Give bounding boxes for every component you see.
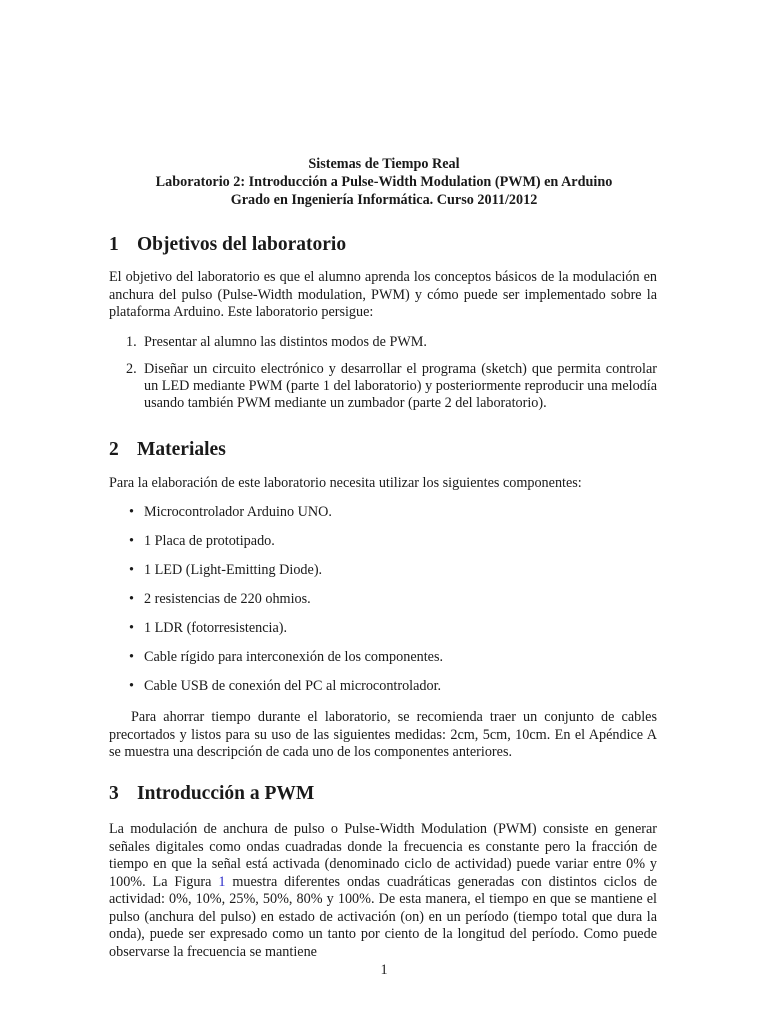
list-item-text: 1 Placa de prototipado. xyxy=(144,533,275,549)
section-number: 2 xyxy=(109,439,119,460)
list-item-text: 1 LED (Light-Emitting Diode). xyxy=(144,562,323,578)
objectives-intro-paragraph: El objetivo del laboratorio es que el alumno aprenda los conceptos básicos de la modulación en anchura del pulso (Pulse-Width modulation, PWM) y cómo puede ser implementado sobre la plataforma Arduino. Este laboratorio persigue: xyxy=(109,269,657,320)
section-number: 3 xyxy=(109,783,119,804)
paragraph-text: muestra diferentes ondas cuadráticas generadas con distintos ciclos de actividad: 0%, 10%, 25%, 50%, 80% y 100%. De esta manera, el tiempo en que se mantiene el pulso (anchura del pulso) en estado de activación (on) en un período (tiempo total que dura la onda), puede ser expresado como un tanto por ciento de la longitud del período. Como puede observarse la frecuencia se mantiene xyxy=(109,873,657,960)
paragraph-text: La modulación de anchura de pulso o Pulse-Width Modulation (PWM) consiste en generar señales digitales como ondas cuadradas donde la frecuencia es constante pero la fracción de tiempo en que la señal está activada (denominado ciclo de actividad) puede variar entre 0% y 100%. La Figura xyxy=(109,821,657,890)
objectives-list xyxy=(109,334,657,412)
lab-title: Laboratorio 2: Introducción a Pulse-Width Modulation (PWM) en Arduino xyxy=(155,174,613,190)
section-number: 1 xyxy=(109,234,119,255)
materials-list xyxy=(109,504,657,707)
materials-intro-paragraph: Para la elaboración de este laboratorio necesita utilizar los siguientes componentes: xyxy=(109,475,582,491)
bullet-icon: • xyxy=(129,620,134,636)
list-item-text: Presentar al alumno las distintos modos de PWM. xyxy=(144,334,427,350)
list-item xyxy=(109,620,657,649)
list-item-number: 2. xyxy=(126,361,137,377)
bullet-icon: • xyxy=(129,591,134,607)
materials-closing-paragraph: Para ahorrar tiempo durante el laboratorio, se recomienda traer un conjunto de cables precortados y listos para su uso de las siguientes medidas: 2cm, 5cm, 10cm. En el Apéndice A se muestra una descripción de cada uno de los componentes anteriores. xyxy=(109,709,657,760)
section-title-text: Objetivos del laboratorio xyxy=(137,234,347,255)
figure-reference-link[interactable]: 1 xyxy=(218,873,226,890)
page-number: 1 xyxy=(380,962,388,978)
section-title-text: Materiales xyxy=(137,439,226,460)
section-heading-objetivos xyxy=(109,233,346,257)
list-item xyxy=(109,533,657,562)
section-heading-materiales xyxy=(109,438,226,462)
document-header xyxy=(109,155,659,209)
list-item xyxy=(109,562,657,591)
bullet-icon: • xyxy=(129,562,134,578)
list-item-text: Cable rígido para interconexión de los componentes. xyxy=(144,649,444,665)
bullet-icon: • xyxy=(129,649,134,665)
list-item-text: Diseñar un circuito electrónico y desarrollar el programa (sketch) que permita controlar un LED mediante PWM (parte 1 del laboratorio) y posteriormente reproducir una melodía usando también PWM mediante un zumbador (parte 2 del laboratorio). xyxy=(144,361,657,411)
list-item-text: 2 resistencias de 220 ohmios. xyxy=(144,591,311,607)
list-item-number: 1. xyxy=(126,334,137,350)
degree-line: Grado en Ingeniería Informática. Curso 2011/2012 xyxy=(230,192,538,208)
list-item xyxy=(109,504,657,533)
course-title: Sistemas de Tiempo Real xyxy=(308,156,460,172)
list-item xyxy=(109,334,657,351)
list-item xyxy=(109,649,657,678)
list-item-text: 1 LDR (fotorresistencia). xyxy=(144,620,288,636)
list-item xyxy=(109,591,657,620)
bullet-icon: • xyxy=(129,504,134,520)
bullet-icon: • xyxy=(129,533,134,549)
section-title-text: Introducción a PWM xyxy=(137,783,315,804)
list-item xyxy=(109,361,657,412)
list-item-text: Microcontrolador Arduino UNO. xyxy=(144,504,332,520)
list-item-text: Cable USB de conexión del PC al microcontrolador. xyxy=(144,678,442,694)
list-item xyxy=(109,678,657,707)
bullet-icon: • xyxy=(129,678,134,694)
pwm-intro-paragraph xyxy=(109,821,657,961)
section-heading-pwm xyxy=(109,782,314,806)
